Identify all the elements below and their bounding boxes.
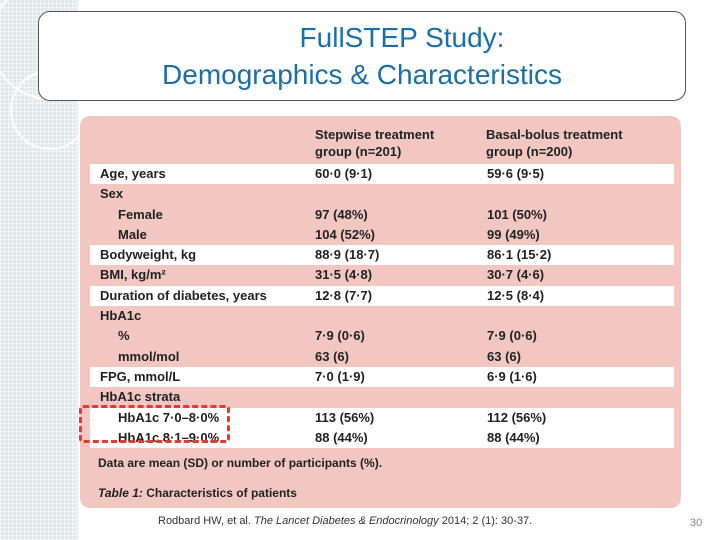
table-row xyxy=(90,326,674,346)
row-value-stepwise: 97 (48%) xyxy=(315,206,368,222)
row-value-stepwise: 7·0 (1·9) xyxy=(315,368,365,384)
row-value-basal: 12·5 (8·4) xyxy=(487,287,545,303)
row-value-stepwise: 88 (44%) xyxy=(315,429,368,445)
table-header xyxy=(80,116,681,161)
row-label: BMI, kg/m² xyxy=(100,267,166,283)
row-label: % xyxy=(118,328,130,344)
strata-highlight-box xyxy=(79,405,230,443)
reference-details: 2014; 2 (1): 30-37. xyxy=(438,515,533,527)
row-label: mmol/mol xyxy=(118,348,180,364)
table-row xyxy=(90,245,674,265)
row-value-stepwise: 60·0 (9·1) xyxy=(315,166,373,181)
table-caption xyxy=(98,486,297,500)
title-box xyxy=(38,11,686,101)
row-label: Male xyxy=(118,226,147,242)
row-value-basal: 86·1 (15·2) xyxy=(487,247,552,263)
row-label: Age, years xyxy=(100,166,166,181)
caption-bold: Table 1: xyxy=(98,486,147,500)
row-value-stepwise: 104 (52%) xyxy=(315,226,375,242)
table-row xyxy=(90,347,674,367)
row-value-basal: 6·9 (1·6) xyxy=(487,368,537,384)
table-row xyxy=(90,265,674,285)
table-row xyxy=(90,205,674,225)
column-head-line: group (n=201) xyxy=(315,144,402,159)
row-value-stepwise: 7·9 (0·6) xyxy=(315,328,365,344)
table-row xyxy=(90,225,674,245)
row-value-basal: 7·9 (0·6) xyxy=(487,328,537,344)
table-row xyxy=(90,286,674,306)
row-label: Female xyxy=(118,206,163,222)
row-value-stepwise: 63 (6) xyxy=(315,348,349,364)
row-label: HbA1c 8·1–9·0% xyxy=(118,429,220,445)
row-label: Sex xyxy=(100,186,124,202)
row-value-stepwise: 12·8 (7·7) xyxy=(315,287,373,303)
reference-journal: The Lancet Diabetes & Endocrinology xyxy=(254,515,439,527)
row-value-basal: 101 (50%) xyxy=(487,206,547,222)
characteristics-table xyxy=(80,116,681,508)
table-row xyxy=(90,164,674,184)
caption-rest: Characteristics of patients xyxy=(146,486,297,500)
row-value-basal: 88 (44%) xyxy=(487,429,540,445)
row-value-stepwise: 88·9 (18·7) xyxy=(315,247,380,263)
table-footnote: Data are mean (SD) or number of participants (%). xyxy=(98,456,383,470)
row-label: FPG, mmol/L xyxy=(100,368,181,384)
column-head-basal-bolus xyxy=(486,126,623,160)
table-row xyxy=(90,184,674,204)
row-label: HbA1c strata xyxy=(100,389,181,405)
row-value-basal: 59·6 (9·5) xyxy=(487,166,545,181)
column-head-line: group (n=200) xyxy=(486,144,573,159)
column-head-line: Basal-bolus treatment xyxy=(486,127,623,142)
row-value-basal: 99 (49%) xyxy=(487,226,540,242)
reference-citation xyxy=(158,515,532,527)
row-value-stepwise: 113 (56%) xyxy=(315,409,375,425)
table-row xyxy=(90,367,674,387)
row-label: HbA1c xyxy=(100,308,142,324)
row-value-basal: 112 (56%) xyxy=(487,409,547,425)
column-head-stepwise xyxy=(315,126,434,160)
row-label: HbA1c 7·0–8·0% xyxy=(118,409,220,425)
row-label: Bodyweight, kg xyxy=(100,247,197,263)
slide-title-line2: Demographics & Characteristics xyxy=(162,59,562,90)
row-value-stepwise: 31·5 (4·8) xyxy=(315,267,373,283)
slide-title-line1: FullSTEP Study: xyxy=(299,22,505,53)
reference-authors: Rodbard HW, et al. xyxy=(158,515,254,527)
row-label: Duration of diabetes, years xyxy=(100,287,267,303)
row-value-basal: 63 (6) xyxy=(487,348,521,364)
column-head-line: Stepwise treatment xyxy=(315,127,435,142)
row-value-basal: 30·7 (4·6) xyxy=(487,267,545,283)
page-number: 30 xyxy=(690,517,703,529)
table-row xyxy=(90,306,674,326)
